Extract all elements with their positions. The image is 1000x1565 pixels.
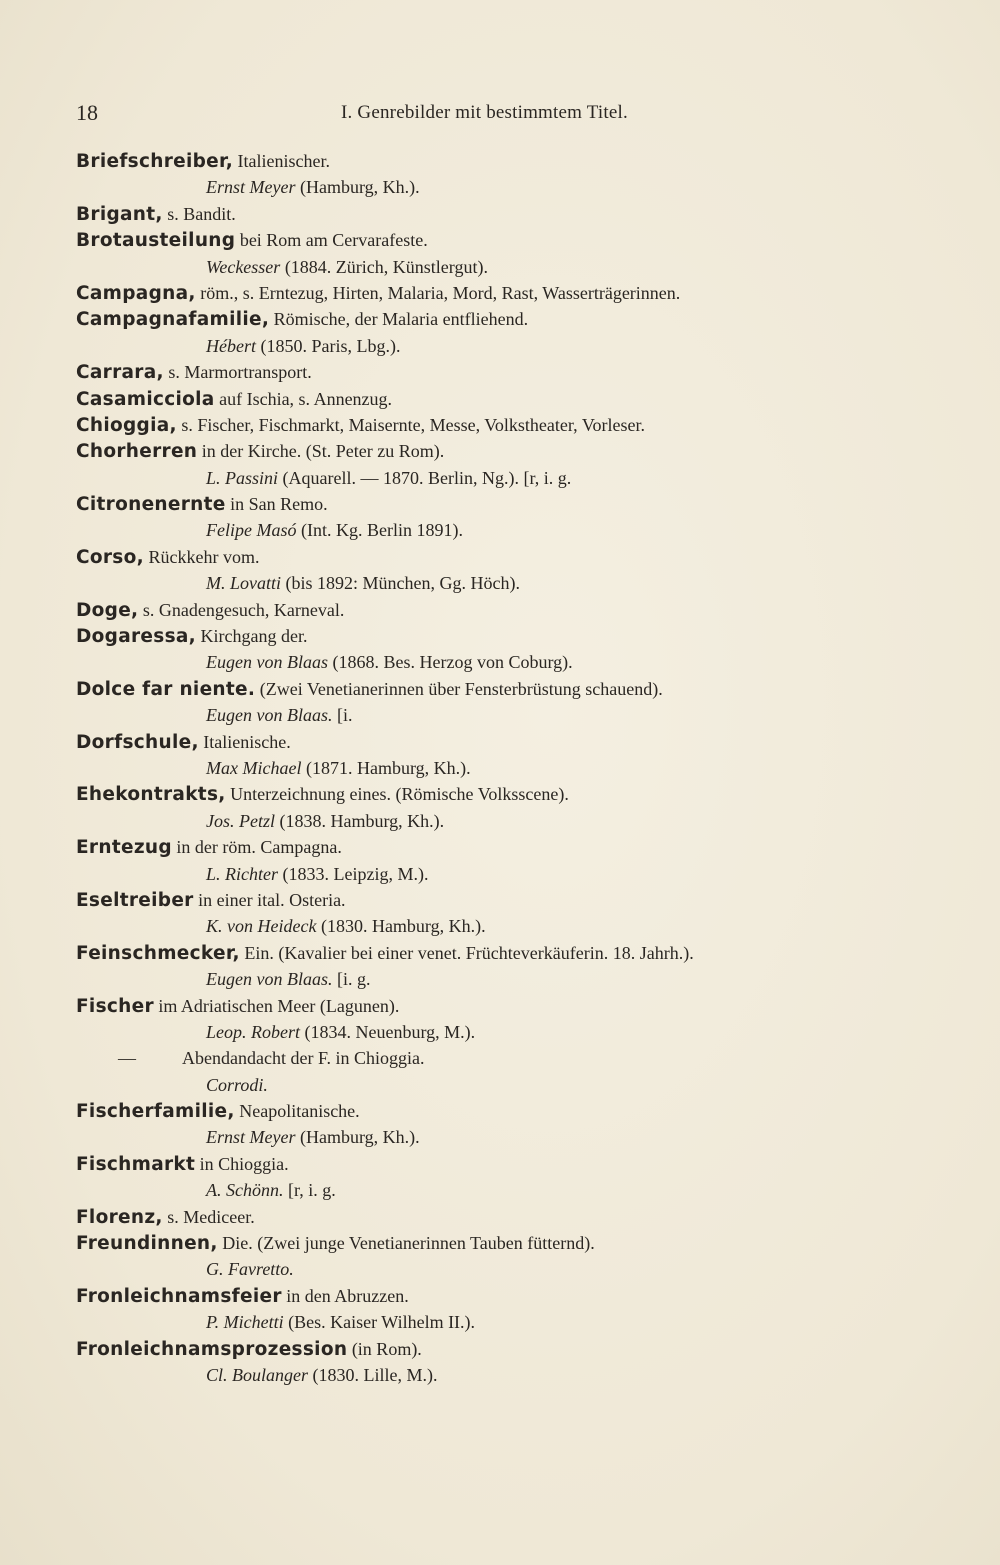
entry-headline <box>76 993 956 1019</box>
entry-headline <box>76 438 956 464</box>
attribution-details: [r, i. g. <box>283 1180 336 1201</box>
entry-text: Italienischer. <box>233 151 331 171</box>
artist-name: Weckesser <box>206 256 281 277</box>
entry-attribution <box>76 1124 956 1150</box>
entry-text: in San Remo. <box>225 494 328 515</box>
entry-attribution <box>76 465 956 491</box>
attribution-details: (Hamburg, Kh.). <box>295 1127 420 1148</box>
attribution-details: (1830. Hamburg, Kh.). <box>316 916 486 937</box>
artist-name: G. Favretto. <box>206 1259 294 1280</box>
attribution-details: (1838. Hamburg, Kh.). <box>275 810 445 831</box>
attribution-details: (Aquarell. — 1870. Berlin, Ng.). [r, i. g. <box>278 467 572 488</box>
entry-attribution <box>76 913 956 939</box>
entry-attribution <box>76 254 956 280</box>
entry-attribution <box>76 1309 956 1335</box>
entry-text: Die. (Zwei junge Venetianerinnen Tauben fütternd). <box>217 1233 595 1254</box>
entry-headline <box>76 1151 956 1177</box>
entry-text: Italienische. <box>198 731 291 752</box>
entry-headword: Freundinnen, <box>76 1233 218 1255</box>
attribution-details: (Int. Kg. Berlin 1891). <box>296 520 463 541</box>
artist-name: Leop. Robert <box>206 1021 300 1042</box>
entry-headline <box>76 729 956 755</box>
artist-name: Ernst Meyer <box>206 1127 296 1148</box>
entry-attribution <box>76 702 956 728</box>
entry-text: (in Rom). <box>347 1338 422 1359</box>
artist-name: Cl. Boulanger <box>206 1364 308 1385</box>
entry-headline <box>76 148 956 174</box>
entry-headword: Fronleichnamsfeier <box>76 1285 282 1307</box>
entry-headline <box>76 597 956 623</box>
entry-attribution <box>76 570 956 596</box>
entry-text: s. Bandit. <box>162 203 236 224</box>
entry-list <box>76 148 956 1388</box>
entry-headline <box>76 544 956 570</box>
entry-text: s. Gnadengesuch, Karneval. <box>138 599 345 620</box>
entry-headword: Brotausteilung <box>76 230 236 252</box>
artist-name: L. Richter <box>206 863 278 884</box>
entry-attribution <box>76 517 956 543</box>
artist-name: Eugen von Blaas <box>206 652 328 673</box>
entry-text: in der röm. Campagna. <box>171 837 342 858</box>
attribution-details: (Bes. Kaiser Wilhelm II.). <box>283 1312 476 1333</box>
entry-attribution <box>76 1177 956 1203</box>
attribution-details: (1868. Bes. Herzog von Coburg). <box>327 652 573 673</box>
entry-headline <box>76 1283 956 1309</box>
entry-headword: Casamicciola <box>76 388 215 410</box>
entry-headline <box>76 227 956 253</box>
artist-name: Max Michael <box>206 757 302 778</box>
artist-name: Eugen von Blaas. <box>206 705 333 726</box>
entry-text: Rückkehr vom. <box>143 546 260 567</box>
entry-attribution <box>76 174 956 200</box>
entry-attribution <box>76 966 956 992</box>
entry-text: in den Abruzzen. <box>281 1285 409 1306</box>
entry-headword: Carrara, <box>76 362 164 384</box>
entry-text: in Chioggia. <box>195 1153 289 1174</box>
entry-headword: Eseltreiber <box>76 889 194 911</box>
entry-headline <box>76 940 956 966</box>
entry-headline <box>76 1204 956 1230</box>
entry-headword: Feinschmecker, <box>76 942 240 964</box>
attribution-details: [i. <box>332 705 353 726</box>
entry-headword: Fronleichnamsprozession <box>76 1338 348 1360</box>
entry-headword: Fischer <box>76 995 154 1017</box>
entry-text: bei Rom am Cervarafeste. <box>235 230 428 251</box>
attribution-details: (1833. Leipzig, M.). <box>278 863 429 884</box>
entry-attribution <box>76 1072 956 1098</box>
entry-attribution <box>76 649 956 675</box>
entry-attribution <box>76 1019 956 1045</box>
entry-attribution <box>76 808 956 834</box>
attribution-details: (bis 1892: München, Gg. Höch). <box>281 573 520 594</box>
entry-text: auf Ischia, s. Annenzug. <box>214 388 393 409</box>
entry-headline <box>76 359 956 385</box>
attribution-details: [i. g. <box>332 969 371 990</box>
entry-headline <box>76 887 956 913</box>
entry-headword: Fischmarkt <box>76 1153 196 1175</box>
entry-text: Neapolitanische. <box>234 1101 360 1122</box>
artist-name: Felipe Masó <box>206 520 297 541</box>
entry-headword: Dogaressa, <box>76 626 196 648</box>
entry-headline <box>76 386 956 412</box>
entry-text: Römische, der Malaria entfliehend. <box>269 309 529 330</box>
repeat-dash: — <box>118 1048 136 1069</box>
entry-attribution <box>76 1256 956 1282</box>
artist-name: Hébert <box>206 335 256 356</box>
entry-headword: Doge, <box>76 599 139 621</box>
entry-headword: Erntezug <box>76 837 172 859</box>
attribution-details: (Hamburg, Kh.). <box>295 177 420 198</box>
entry-text: in der Kirche. (St. Peter zu Rom). <box>197 441 445 462</box>
entry-headline <box>76 201 956 227</box>
entry-headword: Florenz, <box>76 1206 163 1228</box>
entry-headword: Corso, <box>76 546 144 568</box>
artist-name: M. Lovatti <box>206 573 281 594</box>
attribution-details: (1871. Hamburg, Kh.). <box>301 757 471 778</box>
entry-attribution <box>76 1362 956 1388</box>
attribution-details: (1834. Neuenburg, M.). <box>300 1021 476 1042</box>
entry-text: (Zwei Venetianerinnen über Fensterbrüstung schauend). <box>255 678 663 699</box>
entry-headline <box>76 623 956 649</box>
entry-headline <box>76 834 956 860</box>
entry-headword: Chorherren <box>76 441 198 463</box>
entry-headline <box>76 306 956 332</box>
entry-headword: Campagnafamilie, <box>76 309 270 331</box>
entry-text: s. Fischer, Fischmarkt, Maisernte, Messe, Volkstheater, Vorleser. <box>176 414 646 435</box>
artist-name: Ernst Meyer <box>206 177 296 198</box>
artist-name: A. Schönn. <box>206 1180 284 1201</box>
entry-headword: Chioggia, <box>76 414 177 436</box>
entry-headline <box>76 676 956 702</box>
entry-text: s. Marmortransport. <box>163 362 312 383</box>
entry-continuation <box>76 1045 956 1071</box>
entry-attribution <box>76 333 956 359</box>
attribution-details: (1884. Zürich, Künstlergut). <box>280 256 488 277</box>
entry-headword: Briefschreiber, <box>76 151 234 172</box>
page-number: 18 <box>76 100 98 125</box>
entry-headline <box>76 491 956 517</box>
entry-attribution <box>76 861 956 887</box>
artist-name: Jos. Petzl <box>206 810 275 831</box>
entry-headline <box>76 1230 956 1256</box>
entry-attribution <box>76 755 956 781</box>
entry-headword: Fischerfamilie, <box>76 1101 235 1123</box>
entry-text: Ein. (Kavalier bei einer venet. Früchteverkäuferin. 18. Jahrh.). <box>239 942 694 963</box>
artist-name: K. von Heideck <box>206 916 317 937</box>
entry-text: Unterzeichnung eines. (Römische Volksscene). <box>225 784 569 805</box>
entry-headline <box>76 781 956 807</box>
attribution-details: (1850. Paris, Lbg.). <box>255 335 401 356</box>
entry-headword: Citronenernte <box>76 494 226 516</box>
artist-name: L. Passini <box>206 467 279 488</box>
entry-text: in einer ital. Osteria. <box>193 889 346 910</box>
entry-headword: Brigant, <box>76 203 163 225</box>
entry-headword: Campagna, <box>76 282 196 304</box>
running-title: I. Genrebilder mit bestimmtem Titel. <box>341 102 628 123</box>
artist-name: Eugen von Blaas. <box>206 969 333 990</box>
entry-text: röm., s. Erntezug, Hirten, Malaria, Mord, Rast, Wasserträgerinnen. <box>195 282 681 303</box>
entry-headword: Dorfschule, <box>76 731 199 753</box>
entry-headline <box>76 1098 956 1124</box>
entry-text: im Adriatischen Meer (Lagunen). <box>153 995 400 1016</box>
attribution-details: (1830. Lille, M.). <box>308 1364 438 1385</box>
page-header <box>76 100 936 130</box>
artist-name: Corrodi. <box>206 1074 268 1095</box>
entry-headword: Ehekontrakts, <box>76 784 226 806</box>
entry-headline <box>76 1336 956 1362</box>
entry-headword: Dolce far niente. <box>76 678 256 700</box>
entry-headline <box>76 280 956 306</box>
artist-name: P. Michetti <box>206 1312 284 1333</box>
entry-text: s. Mediceer. <box>162 1206 255 1227</box>
entry-text: Abendandacht der F. in Chioggia. <box>182 1048 425 1069</box>
entry-text: Kirchgang der. <box>196 626 308 647</box>
entry-headline <box>76 412 956 438</box>
